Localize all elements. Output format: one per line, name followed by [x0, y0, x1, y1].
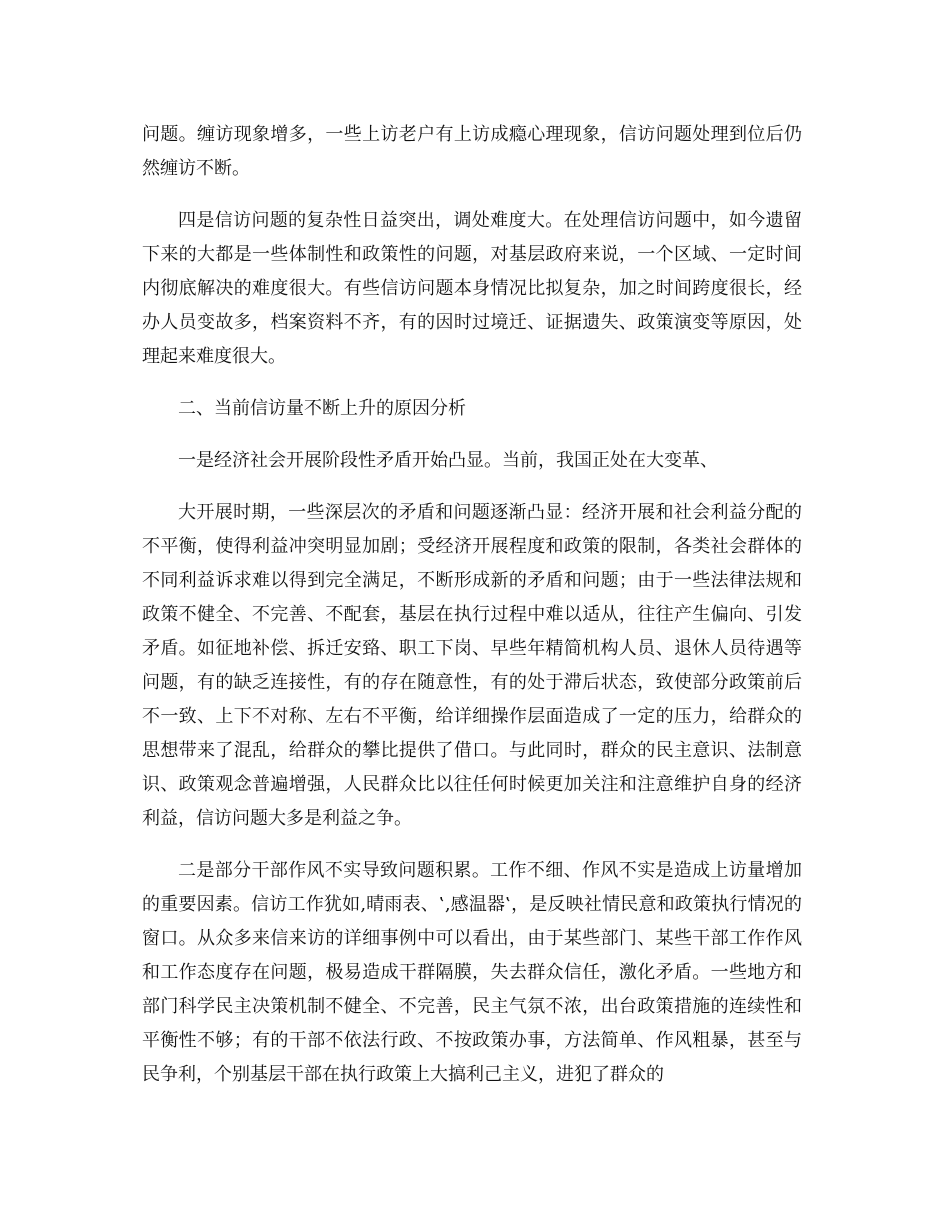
paragraph-point-four: 四是信访问题的复杂性日益突出，调处难度大。在处理信访问题中，如今遗留下来的大都是一些体制性和政策性的问题，对基层政府来说，一个区域、一定时间内彻底解决的难度很大。有些信访问题本身情况比拟复杂，加之时间跨度很长，经办人员变故多，档案资料不齐，有的因时过境迁、证据遗失、政策演变等原因，处理起来难度很大。	[142, 210, 802, 367]
section-heading: 二、当前信访量不断上升的原因分析	[178, 398, 466, 419]
document-body	[142, 118, 802, 1110]
paragraph-continuation: 问题。缠访现象增多，一些上访老户有上访成瘾心理现象，信访问题处理到位后仍然缠访不断。	[142, 124, 802, 179]
paragraph-point-two: 二是部分干部作风不实导致问题积累。工作不细、作风不实是造成上访量增加的重要因素。信访工作犹如‚晴雨表、‛‚感温器‛，是反映社情民意和政策执行情况的窗口。从众多来信来访的详细事例中可以看出，由于某些部门、某些干部工作作风和工作态度存在问题，极易造成干群隔膜，失去群众信任，激化矛盾。一些地方和部门科学民主决策机制不健全、不完善，民主气氛不浓，出台政策措施的连续性和平衡性不够；有的干部不依法行政、不按政策办事，方法简单、作风粗暴，甚至与民争利，个别基层干部在执行政策上大搞利己主义，进犯了群众的	[142, 860, 802, 1085]
paragraph-point-one-body: 大开展时期，一些深层次的矛盾和问题逐渐凸显：经济开展和社会利益分配的不平衡，使得利益冲突明显加剧；受经济开展程度和政策的限制，各类社会群体的不同利益诉求难以得到完全满足，不断形成新的矛盾和问题；由于一些法律法规和政策不健全、不完善、不配套，基层在执行过程中难以适从，往往产生偏向、引发矛盾。如征地补偿、拆迁安臵、职工下岗、早些年精简机构人员、退休人员待遇等问题，有的缺乏连接性，有的存在随意性，有的处于滞后状态，致使部分政策前后不一致、上下不对称、左右不平衡，给详细操作层面造成了一定的压力，给群众的思想带来了混乱，给群众的攀比提供了借口。与此同时，群众的民主意识、法制意识、政策观念普遍增强，人民群众比以往任何时候更加关注和注意维护自身的经济利益，信访问题大多是利益之争。	[142, 502, 802, 829]
paragraph-point-one-lead: 一是经济社会开展阶段性矛盾开始凸显。当前，我国正处在大变革、	[178, 450, 718, 471]
